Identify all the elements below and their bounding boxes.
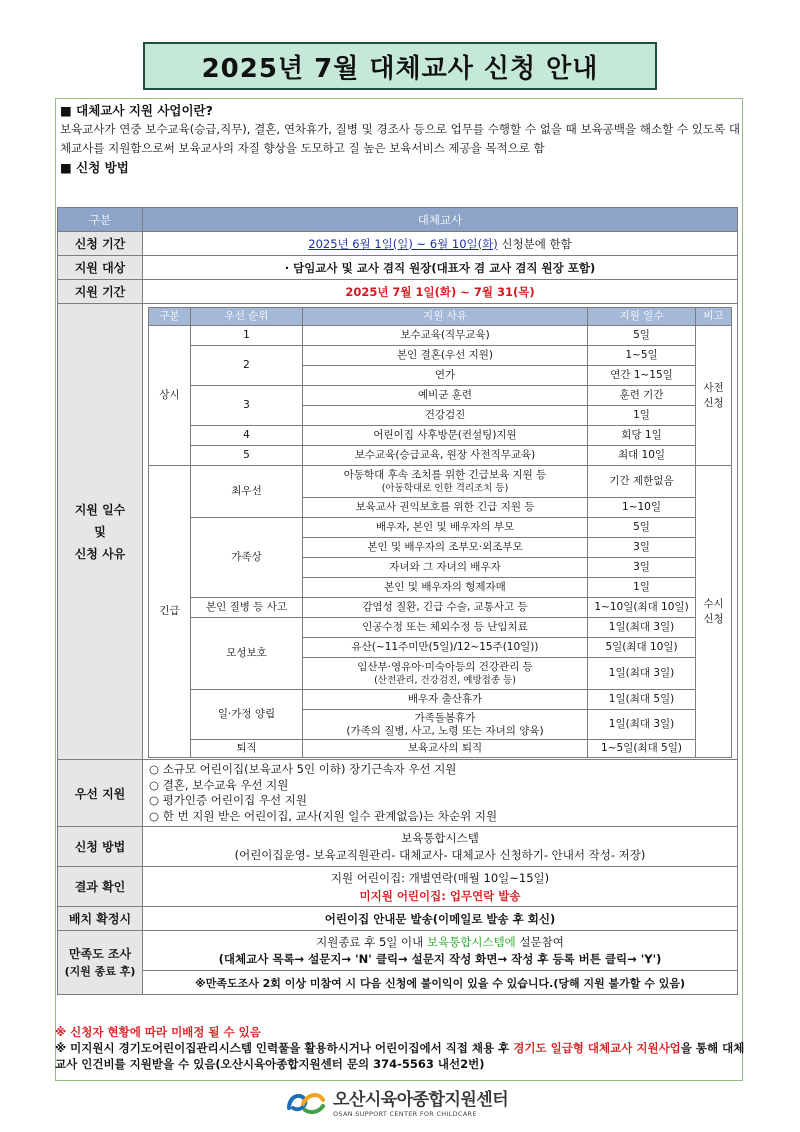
survey-label bbox=[58, 931, 143, 995]
method-label: 신청 방법 bbox=[58, 827, 143, 867]
reason-2b: 연가 bbox=[303, 366, 588, 386]
reason-m3 bbox=[303, 658, 588, 690]
reason-f3: 자녀와 그 자녀의 배우자 bbox=[303, 558, 588, 578]
note-2-program: 경기도 일급형 대체교사 지원사업 bbox=[513, 1041, 681, 1055]
days-3b: 1일 bbox=[588, 406, 696, 426]
inner-header-days: 지원 일수 bbox=[588, 308, 696, 326]
days-t2: 1~10일 bbox=[588, 498, 696, 518]
days-m2: 5일(최대 10일) bbox=[588, 638, 696, 658]
note-2 bbox=[55, 1040, 745, 1072]
inner-header-category: 구분 bbox=[149, 308, 191, 326]
target-label: 지원 대상 bbox=[58, 256, 143, 280]
reason-4: 어린이집 사후방문(컨설팅)지원 bbox=[303, 426, 588, 446]
result-value bbox=[143, 867, 738, 907]
urgent-worklife: 일·가정 양립 bbox=[191, 690, 303, 740]
priority-item: ○ 평가인증 어린이집 우선 지원 bbox=[149, 793, 307, 807]
days-1: 5일 bbox=[588, 326, 696, 346]
reason-3a: 예비군 훈련 bbox=[303, 386, 588, 406]
inner-header-note: 비고 bbox=[696, 308, 732, 326]
reason-f2: 본인 및 배우자의 조부모·외조부모 bbox=[303, 538, 588, 558]
priority-label: 우선 지원 bbox=[58, 760, 143, 827]
days-2b: 연간 1~15일 bbox=[588, 366, 696, 386]
method-line1: 보육통합시스템 bbox=[401, 830, 479, 845]
survey-value bbox=[143, 931, 738, 971]
reason-m3-line2: (산전관리, 건강검진, 예방접종 등) bbox=[374, 674, 516, 686]
note-regular-1: 사전 bbox=[703, 381, 724, 394]
survey-line1 bbox=[143, 934, 737, 951]
days-reason-table bbox=[148, 307, 732, 758]
priority-item: ○ 한 번 지원 받은 어린이집, 교사(지원 일수 관계없음)는 차순위 지원 bbox=[149, 808, 498, 823]
urgent-retire: 퇴직 bbox=[191, 740, 303, 758]
confirm-value: 어린이집 안내문 발송(이메일로 발송 후 회신) bbox=[143, 907, 738, 931]
survey-label-line2: (지원 종료 후) bbox=[64, 964, 136, 978]
page-title: 2025년 7월 대체교사 신청 안내 bbox=[143, 42, 657, 90]
note-regular bbox=[696, 326, 732, 466]
priority-list bbox=[143, 760, 738, 827]
reason-w1: 배우자 출산휴가 bbox=[303, 690, 588, 710]
rank-4: 4 bbox=[191, 426, 303, 446]
reason-1: 보수교육(직무교육) bbox=[303, 326, 588, 346]
note-urgent-2: 신청 bbox=[703, 612, 724, 625]
logo-icon bbox=[285, 1086, 327, 1116]
reason-w2-line2: (가족의 질병, 사고, 노령 또는 자녀의 양육) bbox=[346, 724, 544, 737]
reason-5: 보수교육(승급교육, 원장 사전직무교육) bbox=[303, 446, 588, 466]
center-logo bbox=[285, 1084, 535, 1118]
reason-t1 bbox=[303, 466, 588, 498]
survey-line1-a: 지원종료 후 5일 이내 bbox=[316, 934, 427, 949]
survey-line2: (대체교사 목록→ 설문지→ 'N' 클릭→ 설문지 작성 화면→ 작성 후 등록 버튼 클릭→ 'Y') bbox=[218, 951, 662, 966]
note-1: ※ 신청자 현황에 따라 미배정 될 수 있음 bbox=[55, 1025, 261, 1039]
days-3a: 훈련 기간 bbox=[588, 386, 696, 406]
survey-label-line1: 만족도 조사 bbox=[68, 946, 132, 961]
reason-2a: 본인 결혼(우선 지원) bbox=[303, 346, 588, 366]
days-label-line2: 및 bbox=[94, 524, 106, 539]
priority-item: ○ 결혼, 보수교육 우선 지원 bbox=[149, 777, 289, 792]
reason-t2: 보육교사 권익보호를 위한 긴급 지원 등 bbox=[303, 498, 588, 518]
result-line2: 미지원 어린이집: 업무연락 발송 bbox=[359, 888, 521, 903]
intro-heading: ■ 대체교사 지원 사업이란? bbox=[60, 103, 213, 118]
category-regular: 상시 bbox=[149, 326, 191, 466]
days-sick: 1~10일(최대 10일) bbox=[588, 598, 696, 618]
reason-sick: 감염성 질환, 긴급 수술, 교통사고 등 bbox=[303, 598, 588, 618]
rank-2: 2 bbox=[191, 346, 303, 386]
reason-m2: 유산(~11주미만(5일)/12~15주(10일)) bbox=[303, 638, 588, 658]
days-m1: 1일(최대 3일) bbox=[588, 618, 696, 638]
days-w2: 1일(최대 3일) bbox=[588, 710, 696, 740]
confirm-label: 배치 확정시 bbox=[58, 907, 143, 931]
target-value: · 담임교사 및 교사 겸직 원장(대표자 겸 교사 겸직 원장 포함) bbox=[143, 256, 738, 280]
notes-section bbox=[55, 1024, 745, 1072]
days-t1: 기간 제한없음 bbox=[588, 466, 696, 498]
days-reason-cell bbox=[143, 304, 738, 760]
urgent-top: 최우선 bbox=[191, 466, 303, 518]
days-w1: 1일(최대 5일) bbox=[588, 690, 696, 710]
days-label-line1: 지원 일수 bbox=[74, 502, 126, 517]
period-value bbox=[143, 232, 738, 256]
reason-m1: 인공수정 또는 체외수정 등 난임치료 bbox=[303, 618, 588, 638]
method-heading: ■ 신청 방법 bbox=[60, 160, 129, 175]
reason-t1-line2: (아동학대로 인한 격리조치 등) bbox=[381, 482, 509, 494]
days-reason-label bbox=[58, 304, 143, 760]
logo-english: OSAN SUPPORT CENTER FOR CHILDCARE bbox=[333, 1109, 477, 1118]
logo-text bbox=[333, 1085, 508, 1118]
reason-w2 bbox=[303, 710, 588, 740]
survey-line1-system: 보육통합시스템에 bbox=[426, 934, 516, 949]
note-urgent-1: 수시 bbox=[703, 597, 724, 610]
result-line1: 지원 어린이집: 개별연락(매월 10일~15일) bbox=[330, 870, 550, 885]
period-label: 신청 기간 bbox=[58, 232, 143, 256]
result-label: 결과 확인 bbox=[58, 867, 143, 907]
support-period-value: 2025년 7월 1일(화) ~ 7월 31(목) bbox=[143, 280, 738, 304]
days-f2: 3일 bbox=[588, 538, 696, 558]
col-header-substitute: 대체교사 bbox=[143, 208, 738, 232]
reason-3b: 건강검진 bbox=[303, 406, 588, 426]
logo-name: 오산시육아종합지원센터 bbox=[333, 1089, 509, 1110]
rank-5: 5 bbox=[191, 446, 303, 466]
rank-1: 1 bbox=[191, 326, 303, 346]
priority-item: ○ 소규모 어린이집(보육교사 5인 이하) 장기근속자 우선 지원 bbox=[149, 762, 457, 776]
inner-header-rank: 우선 순위 bbox=[191, 308, 303, 326]
inner-header-reason: 지원 사유 bbox=[303, 308, 588, 326]
reason-m3-line1: 임산부·영유아·미숙아등의 건강관리 등 bbox=[357, 660, 533, 673]
reason-t1-line1: 아동학대 후속 조치를 위한 긴급보육 지원 등 bbox=[343, 468, 547, 481]
urgent-family: 가족상 bbox=[191, 518, 303, 598]
reason-f4: 본인 및 배우자의 형제자매 bbox=[303, 578, 588, 598]
note-2-a: ※ 미지원시 경기도어린이집관리시스템 인력풀을 활용하시거나 어린이집에서 직접 채용 후 bbox=[55, 1041, 514, 1055]
note-regular-2: 신청 bbox=[703, 396, 724, 409]
days-5: 최대 10일 bbox=[588, 446, 696, 466]
days-f3: 3일 bbox=[588, 558, 696, 578]
intro-section bbox=[60, 101, 740, 177]
intro-body: 보육교사가 연중 보수교육(승급,직무), 결혼, 연차휴가, 질병 및 경조사 등으로 업무를 수행할 수 없을 때 보육공백을 해소할 수 있도록 대체교사를 지원함으로써 보육교사의 자질 향상을 도모하고 질 높은 보육서비스 제공을 목적으로 함 bbox=[60, 122, 740, 155]
days-m3: 1일(최대 3일) bbox=[588, 658, 696, 690]
support-period-label: 지원 기간 bbox=[58, 280, 143, 304]
reason-w2-line1: 가족돌봄휴가 bbox=[414, 711, 476, 724]
survey-note: ※만족도조사 2회 이상 미참여 시 다음 신청에 불이익이 있을 수 있습니다.(당해 지원 불가할 수 있음) bbox=[143, 971, 738, 995]
period-suffix: 신청분에 한함 bbox=[497, 236, 572, 251]
category-urgent: 긴급 bbox=[149, 466, 191, 758]
days-2a: 1~5일 bbox=[588, 346, 696, 366]
urgent-maternity: 모성보호 bbox=[191, 618, 303, 690]
rank-3: 3 bbox=[191, 386, 303, 426]
method-value bbox=[143, 827, 738, 867]
days-label-line3: 신청 사유 bbox=[74, 546, 126, 561]
reason-f1: 배우자, 본인 및 배우자의 부모 bbox=[303, 518, 588, 538]
method-line2: (어린이집운영- 보육교직원관리- 대체교사- 대체교사 신청하기- 안내서 작성- 저장) bbox=[234, 847, 646, 862]
application-table bbox=[57, 207, 738, 995]
days-retire: 1~5일(최대 5일) bbox=[588, 740, 696, 758]
note-urgent bbox=[696, 466, 732, 758]
urgent-sick: 본인 질병 등 사고 bbox=[191, 598, 303, 618]
period-dates: 2025년 6월 1일(일) ~ 6월 10일(화) bbox=[308, 236, 498, 251]
days-4: 회당 1일 bbox=[588, 426, 696, 446]
days-f4: 1일 bbox=[588, 578, 696, 598]
survey-line1-c: 설문참여 bbox=[515, 934, 564, 949]
reason-retire: 보육교사의 퇴직 bbox=[303, 740, 588, 758]
days-f1: 5일 bbox=[588, 518, 696, 538]
col-header-category: 구분 bbox=[58, 208, 143, 232]
note-2-c: 을 통해 대체교사 인건비를 지원받을 수 있음(오산시육아종합지원센터 문의 374-5563 내선2번) bbox=[55, 1041, 745, 1071]
